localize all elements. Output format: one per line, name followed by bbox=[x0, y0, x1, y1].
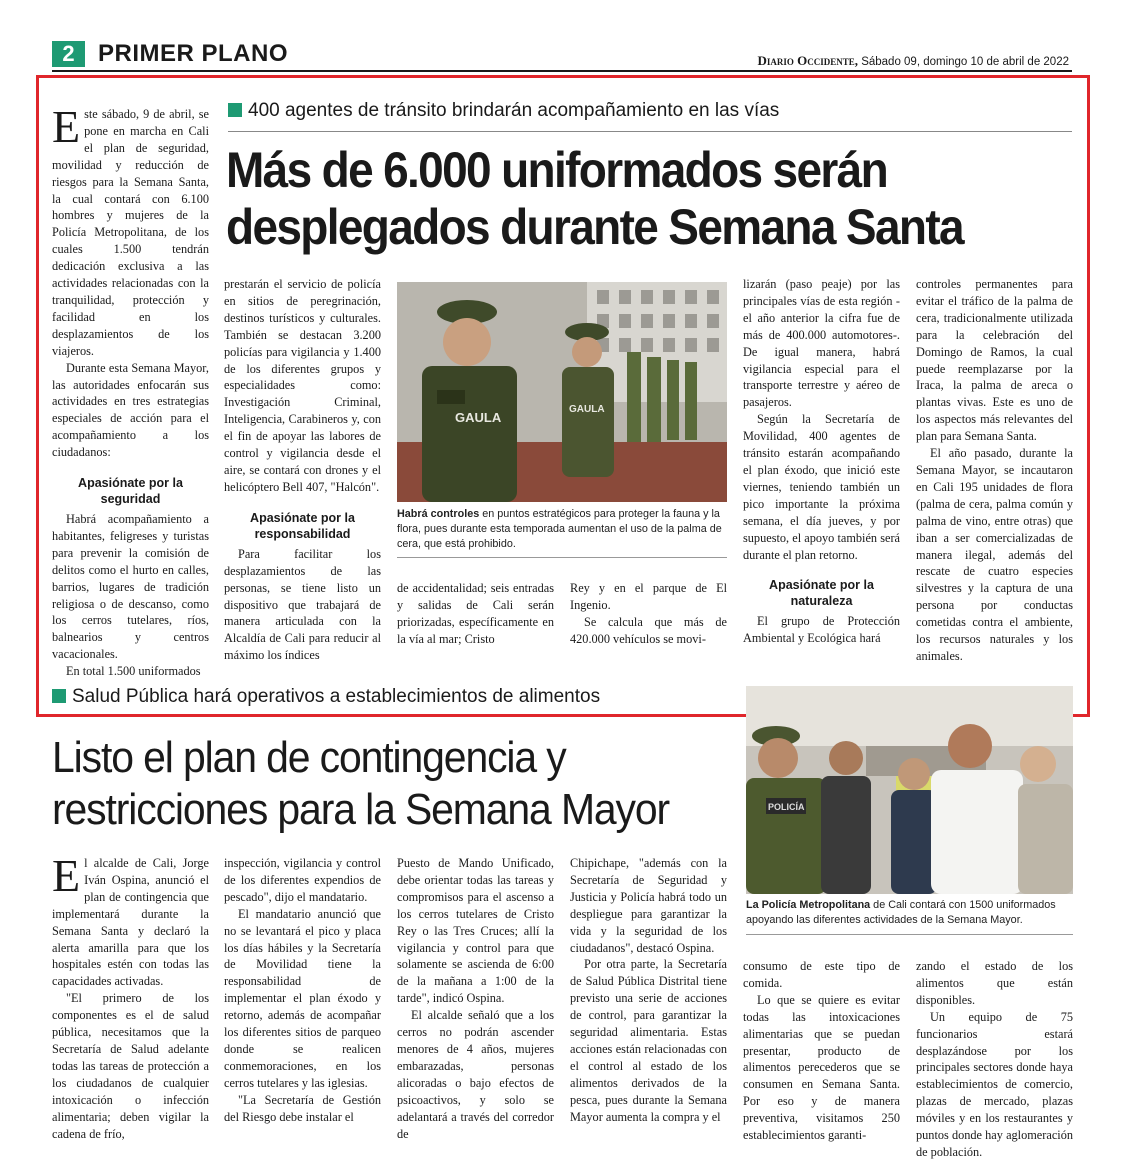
dropcap: E bbox=[52, 101, 81, 152]
svg-text:GAULA: GAULA bbox=[569, 404, 605, 415]
paragraph: Se calcula que más de 420.000 vehículos se movi- bbox=[570, 614, 727, 646]
newspaper-name: Diario Occidente, bbox=[757, 53, 858, 68]
paragraph: prestarán el servicio de policía en sitios de peregrinación, destinos turísticos y culturales. También se destacan 3.200 policías para vigilancia y 1.400 de los diferentes grupos y especialidades como: Investigación Criminal, Inteligencia, Carabineros y, con el fin de apoyar las labores de control y vigilancia desde el aire, se contará con drones y el helicóptero Bell 407, "Halcón". bbox=[224, 277, 381, 494]
article2-kicker: Salud Pública hará operativos a establecimientos de alimentos bbox=[52, 686, 600, 708]
article2-column-3 bbox=[397, 855, 554, 1142]
header-rule bbox=[52, 70, 1072, 72]
article2-column-5 bbox=[743, 958, 900, 1144]
paragraph: inspección, vigilancia y control de los diferentes expendios de pescado", dijo el mandatario. bbox=[224, 856, 381, 904]
photo2-caption-rule bbox=[746, 934, 1073, 935]
issue-date: Sábado 09, domingo 10 de abril de 2022 bbox=[861, 56, 1069, 68]
article1-column-2 bbox=[224, 276, 381, 664]
kicker-square-icon bbox=[52, 689, 66, 703]
article1-column-4 bbox=[570, 580, 727, 648]
paragraph: Según la Secretaría de Movilidad, 400 agentes de tránsito estarán acompañando el plan éxodo, que inició este viernes, teniendo también un pico importante la próxima semana, el día jueves, y por supuesto, el apoyo también será durante el plan retorno. bbox=[743, 412, 900, 562]
caption-lead: La Policía Metropolitana bbox=[746, 899, 871, 911]
paragraph: Lo que se quiere es evitar todas las intoxicaciones alimentarias que se puedan presentar, producto de alimentos perecederos que se consumen en Semana Santa. Por eso y de manera preventiva, visitamos 250 establecimientos garanti- bbox=[743, 992, 900, 1143]
kicker-rule bbox=[228, 131, 1072, 132]
page-number-badge: 2 bbox=[52, 41, 85, 67]
subheading: Apasiónate por la responsabilidad bbox=[250, 510, 355, 541]
paragraph: En total 1.500 uniformados bbox=[66, 664, 201, 679]
article2-headline bbox=[52, 732, 703, 836]
headline-line-2: restricciones para la Semana Mayor bbox=[52, 785, 670, 834]
paragraph: El grupo de Protección Ambiental y Ecológica hará bbox=[743, 614, 900, 646]
caption-lead: Habrá controles bbox=[397, 508, 480, 520]
dropcap: E bbox=[52, 850, 81, 901]
paragraph: "El primero de los componentes es el de salud pública, necesitamos que la Secretaría de Salud adelante todas las tareas de protección a los ciudadanos de cualquier intoxicación o infección alimentaria; deben vigilar la cadena de frío, bbox=[52, 991, 209, 1141]
article2-column-6 bbox=[916, 958, 1073, 1161]
article1-column-6 bbox=[916, 276, 1073, 665]
paragraph: Un equipo de 75 funcionarios estará desplazándose por los principales sectores donde haya establecimientos de comercio, plazas de mercado, plazas móviles y en los restaurantes y puntos donde hay aglomeración de población. bbox=[916, 1009, 1073, 1159]
article2-column-2 bbox=[224, 855, 381, 1126]
subheading: Apasiónate por la seguridad bbox=[78, 476, 183, 507]
article1-column-1 bbox=[52, 101, 209, 680]
headline-line-2: desplegados durante Semana Santa bbox=[226, 199, 963, 255]
police-photo bbox=[397, 282, 727, 502]
paragraph: controles permanentes para evitar el tráfico de la palma de cera, tradicionalmente utilizada para la celebración del Domingo de Ramos, la cual puede reemplazarse por la Iraca, la palma de areca o plantas vivas. Este es uno de los aspectos más relevantes del plan para Semana Santa. bbox=[916, 277, 1073, 444]
headline-line-1: Más de 6.000 uniformados serán bbox=[226, 142, 888, 198]
paragraph: El mandatario anunció que no se levantará el pico y placa los días hábiles y la Secretaría de Movilidad tiene la responsabilidad de implementar el plan éxodo y retorno, además de acompañar los diferentes sitios de parqueo donde se realicen conmemoraciones, en los cerros tutelares y las iglesias. bbox=[224, 906, 381, 1090]
photo2-caption: La Policía Metropolitana de Cali contará con 1500 uniformados apoyando las diferentes actividades de la Semana Mayor. bbox=[746, 899, 1056, 926]
paragraph: ste sábado, 9 de abril, se pone en marcha en Cali el plan de seguridad, movilidad y reducción de riesgos para la Semana Santa, la cual contará con 6.100 hombres y mujeres de la Policía Metropolitana, de los cuales 1.500 tendrán dedicación exclusiva a las actividades relacionadas con la tranquilidad, protección y facilidad en los desplazamientos de los viajeros. bbox=[52, 107, 209, 358]
article1-column-3 bbox=[397, 580, 554, 648]
paragraph: de accidentalidad; seis entradas y salidas de Cali serán priorizadas, específicamente en la vía al mar; Cristo bbox=[397, 581, 554, 646]
photo1-caption: Habrá controles en puntos estratégicos para proteger la fauna y la flora, pues durante esta temporada aumentan el uso de la palma de cera, que está prohibido. bbox=[397, 508, 722, 550]
kicker-square-icon bbox=[228, 103, 242, 117]
article1-kicker: 400 agentes de tránsito brindarán acompañamiento en las vías bbox=[228, 100, 779, 122]
svg-text:POLICÍA: POLICÍA bbox=[768, 802, 805, 812]
article1-headline bbox=[226, 142, 1008, 256]
paragraph: consumo de este tipo de comida. bbox=[743, 959, 900, 990]
paragraph: El alcalde señaló que a los cerros no podrán ascender menores de 4 años, mujeres embarazadas, personas alicoradas o bajo efectos de psicoactivos, y solo se adelantará a través del corredor de bbox=[397, 1008, 554, 1141]
headline-line-1: Listo el plan de contingencia y bbox=[52, 733, 566, 782]
paragraph: El año pasado, durante la Semana Mayor, se incautaron en Cali 195 unidades de flora (palma de cera, palma común y palma de vino, entre otras) que iban a ser comercializadas de manera ilegal, además del rescate de cuatro especies silvestres y la captura de una persona por conductas cometidas contra el ambiente, los recursos naturales y los animales. bbox=[916, 446, 1073, 663]
officials-photo bbox=[746, 686, 1073, 894]
subheading: Apasiónate por la naturaleza bbox=[769, 578, 874, 609]
article1-column-5 bbox=[743, 276, 900, 647]
police-officers-image bbox=[397, 282, 727, 502]
article2-column-1 bbox=[52, 850, 209, 1142]
paragraph: Para facilitar los desplazamientos de las personas, se tiene listo un dispositivo que trabajará de manera articulada con la Alcaldía de Cali para reducir al máximo los índices bbox=[224, 546, 381, 663]
paragraph: lizarán (paso peaje) por las principales vías de esta región -el año anterior la cifra fue de más de 400.000 automotores-. De igual manera, habrá vigilancia especial para el transporte terrestre y aéreo de pasajeros. bbox=[743, 277, 900, 410]
paragraph: Chipichape, "además con la Secretaría de Seguridad y Justicia y Policía habrá todo un despliegue para garantizar la vida y la seguridad de los ciudadanos", destacó Ospina. bbox=[570, 856, 727, 955]
paragraph: Durante esta Semana Mayor, las autoridades enfocarán sus actividades en tres estrategias especiales de acción para el acompañamiento a los ciudadanos: bbox=[52, 360, 209, 460]
masthead-date bbox=[757, 53, 1069, 69]
paragraph: "La Secretaría de Gestión del Riesgo debe instalar el bbox=[224, 1092, 381, 1124]
police-and-mayor-image bbox=[746, 686, 1073, 894]
paragraph: Habrá acompañamiento a habitantes, feligreses y turistas para prevenir la comisión de delitos como el hurto en calles, barrios, lugares de tradición religiosa o de descanso, como los cerros tutelares, ríos, balnearios y centros vacacionales. bbox=[52, 512, 209, 662]
paragraph: zando el estado de los alimentos que están disponibles. bbox=[916, 959, 1073, 1007]
paragraph: Rey y en el parque de El Ingenio. bbox=[570, 581, 727, 612]
section-title: PRIMER PLANO bbox=[98, 40, 289, 67]
article2-column-4 bbox=[570, 855, 727, 1126]
paragraph: Por otra parte, la Secretaría de Salud Pública Distrital tiene previsto una serie de acciones de control, para garantizar la seguridad alimentaria. Estas acciones están relacionadas con el control al estado de los alimentos derivados de la pesca, pues durante la Semana Mayor aumenta la compra y el bbox=[570, 957, 727, 1124]
paragraph: Puesto de Mando Unificado, debe orientar todas las tareas y compromisos para el ascenso a los cerros tutelares de Cristo Rey o las Tres Cruces; allí la vigilancia y control para que solamente se ascienda de 6:00 de la mañana a 1:00 de la tarde", indicó Ospina. bbox=[397, 856, 554, 1006]
paragraph: l alcalde de Cali, Jorge Iván Ospina, anunció el plan de contingencia que implementará durante la Semana Santa y declaró la alerta amarilla para que los hospitales estén con todas las capacidades activadas. bbox=[52, 856, 209, 989]
svg-text:GAULA: GAULA bbox=[455, 410, 502, 425]
photo1-caption-rule bbox=[397, 557, 727, 558]
